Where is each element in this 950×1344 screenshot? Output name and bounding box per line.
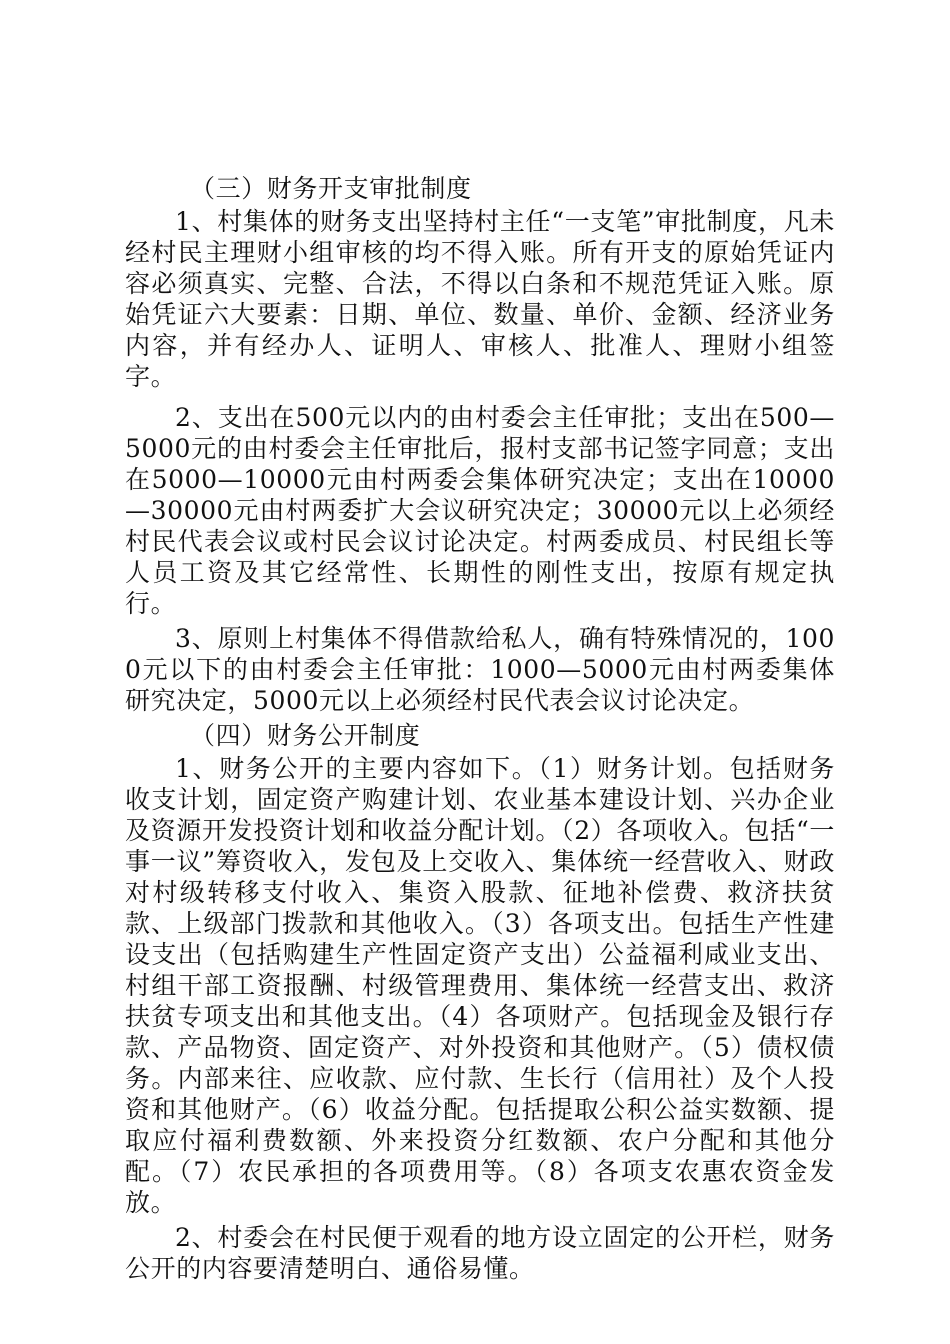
document-body bbox=[125, 173, 835, 1288]
section-three-heading: （三）财务开支审批制度 bbox=[190, 174, 472, 203]
section-four-paragraph-2: 2、村委会在村民便于观看的地方设立固定的公开栏，财务公开的内容要清楚明白、通俗易懂。 bbox=[125, 1223, 835, 1283]
section-four-heading: （四）财务公开制度 bbox=[190, 721, 421, 750]
section-three-paragraph-3: 3、原则上村集体不得借款给私人，确有特殊情况的，1000元以下的由村委会主任审批：1000—5000元由村两委集体研究决定，5000元以上必须经村民代表会议讨论决定。 bbox=[125, 624, 835, 715]
section-four-paragraph-1: 1、财务公开的主要内容如下。（1）财务计划。包括财务收支计划，固定资产购建计划、农业基本建设计划、兴办企业及资源开发投资计划和收益分配计划。（2）各项收入。包括“一事一议”筹资收入，发包及上交收入、集体统一经营收入、财政对村级转移支付收入、集资入股款、征地补偿费、救济扶贫款、上级部门拨款和其他收入。（3）各项支出。包括生产性建设支出（包括购建生产性固定资产支出）公益福利咸业支出、村组干部工资报酬、村级管理费用、集体统一经营支出、救济扶贫专项支出和其他支出。（4）各项财产。包括现金及银行存款、产品物资、固定资产、对外投资和其他财产。（5）债权债务。内部来往、应收款、应付款、生长行（信用社）及个人投资和其他财产。（6）收益分配。包括提取公积公益实数额、提取应付福利费数额、外来投资分红数额、农户分配和其他分配。（7）农民承担的各项费用等。（8）各项支农惠农资金发放。 bbox=[125, 754, 835, 1217]
section-three-paragraph-2: 2、支出在500元以内的由村委会主任审批；支出在500—5000元的由村委会主任审批后，报村支部书记签字同意；支出在5000—10000元由村两委会集体研究决定；支出在10000—30000元由村两委扩大会议研究决定；30000元以上必须经村民代表会议或村民会议讨论决定。村两委成员、村民组长等人员工资及其它经常性、长期性的刚性支出，按原有规定执行。 bbox=[125, 403, 835, 618]
section-three-paragraph-1: 1、村集体的财务支出坚持村主任“一支笔”审批制度，凡未经村民主理财小组审核的均不得入账。所有开支的原始凭证内容必须真实、完整、合法，不得以白条和不规范凭证入账。原始凭证六大要素：日期、单位、数量、单价、金额、经济业务内容，并有经办人、证明人、审核人、批准人、理财小组签字。 bbox=[125, 207, 835, 391]
